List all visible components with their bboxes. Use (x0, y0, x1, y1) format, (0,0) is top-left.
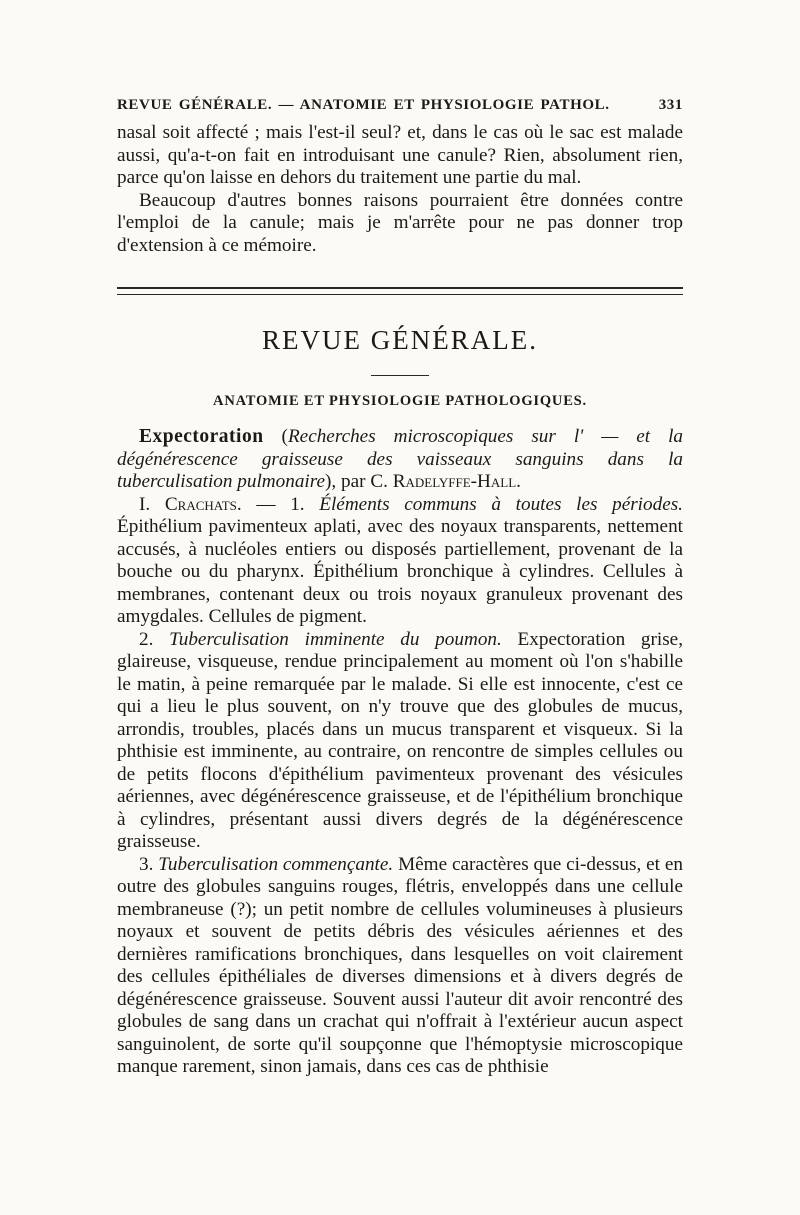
paragraph-1 (117, 494, 683, 629)
paragraph-3-text: Même caractères que ci-dessus, et en outre des globules sanguins rouges, flétris, enveloppés dans une cellule membraneuse (?); un petit nombre de cellules volumineuses à plusieurs noyaux et souvent de petits débris des vésicules aériennes et des dernières ramifications bronchiques, dans lesquelles on voit clairement des cellules épithéliales de diverses dimensions et à divers degrés de dégénérescence graisseuse. Souvent aussi l'auteur dit avoir rencontré des globules de sang dans un crachat qui n'offrait à l'extérieur aucun aspect sanguinolent, de sorte qu'il soupçonne que l'hémoptysie microscopique manque rarement, sinon jamais, dans ces cas de phthisie (117, 853, 683, 1077)
author-name: Radelyffe-Hall. (392, 471, 521, 492)
paragraph-2 (117, 629, 683, 854)
paragraph-3-label: 3. (139, 853, 159, 875)
paragraph-2-heading: Tuberculisation imminente du poumon. (169, 628, 502, 650)
article-heading: Expectoration (139, 426, 264, 447)
paragraph-2-label: 2. (139, 628, 170, 650)
article-source: Recherches microscopiques sur l' — et la dégénérescence graisseuse des vaisseaux sanguins dans la tuberculisation pulmonaire (117, 426, 684, 492)
previous-article-ending (117, 122, 683, 257)
paragraph-1-heading: Éléments communs à toutes les périodes. (319, 493, 683, 515)
paragraph-3 (117, 854, 683, 1079)
previous-paragraph-2: Beaucoup d'autres bonnes raisons pourraient être données contre l'emploi de la canule; mais je m'arrête pour ne pas donner trop d'extension à ce mémoire. (117, 189, 683, 256)
section-title: REVUE GÉNÉRALE. (262, 325, 538, 355)
author-initial: C. (370, 471, 393, 492)
paragraph-3-heading: Tuberculisation commençante. (158, 853, 394, 875)
previous-paragraph-1: nasal soit affecté ; mais l'est-il seul? et, dans le cas où le sac est malade aussi, qu'a-t-on fait en introduisant une canule? Rien, absolument rien, parce qu'on laisse en dehors du traitement une partie du mal. (117, 122, 683, 188)
paragraph-1-label: I. Crachats. — 1. (139, 493, 320, 515)
double-rule-divider (117, 287, 683, 295)
subsection-title: ANATOMIE ET PHYSIOLOGIE PATHOLOGIQUES. (213, 393, 587, 409)
open-paren: ( (263, 426, 288, 447)
close-paren: ), par (325, 471, 371, 492)
document-page (117, 96, 683, 1079)
running-head (117, 96, 683, 114)
short-rule (371, 375, 429, 376)
article (117, 426, 683, 1079)
paragraph-1-text: Épithélium pavimenteux aplati, avec des noyaux transparents, nettement accusés, à nucléoles entiers ou disposés partiellement, provenant de la bouche ou du pharynx. Épithélium bronchique à cylindres. Cellules à membranes, contenant deux ou trois noyaux granuleux provenant des amygdales. Cellules de pigment. (117, 516, 683, 627)
page-number: 331 (658, 97, 683, 113)
paragraph-2-text: Expectoration grise, glaireuse, visqueuse, rendue principalement au moment où l'on s'habille le matin, à peine remarquée par le malade. Si elle est innocente, c'est ce qui a lieu le plus souvent, on n'y trouve que des globules de mucus, arrondis, troubles, placés dans un mucus transparent et visqueux. Si la phthisie est imminente, au contraire, on rencontre de simples cellules ou de petits flocons d'épithélium pavimenteux provenant des vésicules aériennes, avec dégénérescence graisseuse, et de l'épithélium bronchique à cylindres, présentant aussi divers degrés de la dégénérescence graisseuse. (117, 628, 683, 852)
article-heading-paragraph (117, 426, 683, 494)
running-head-title: REVUE GÉNÉRALE. — ANATOMIE ET PHYSIOLOGIE PATHOL. (117, 97, 610, 113)
